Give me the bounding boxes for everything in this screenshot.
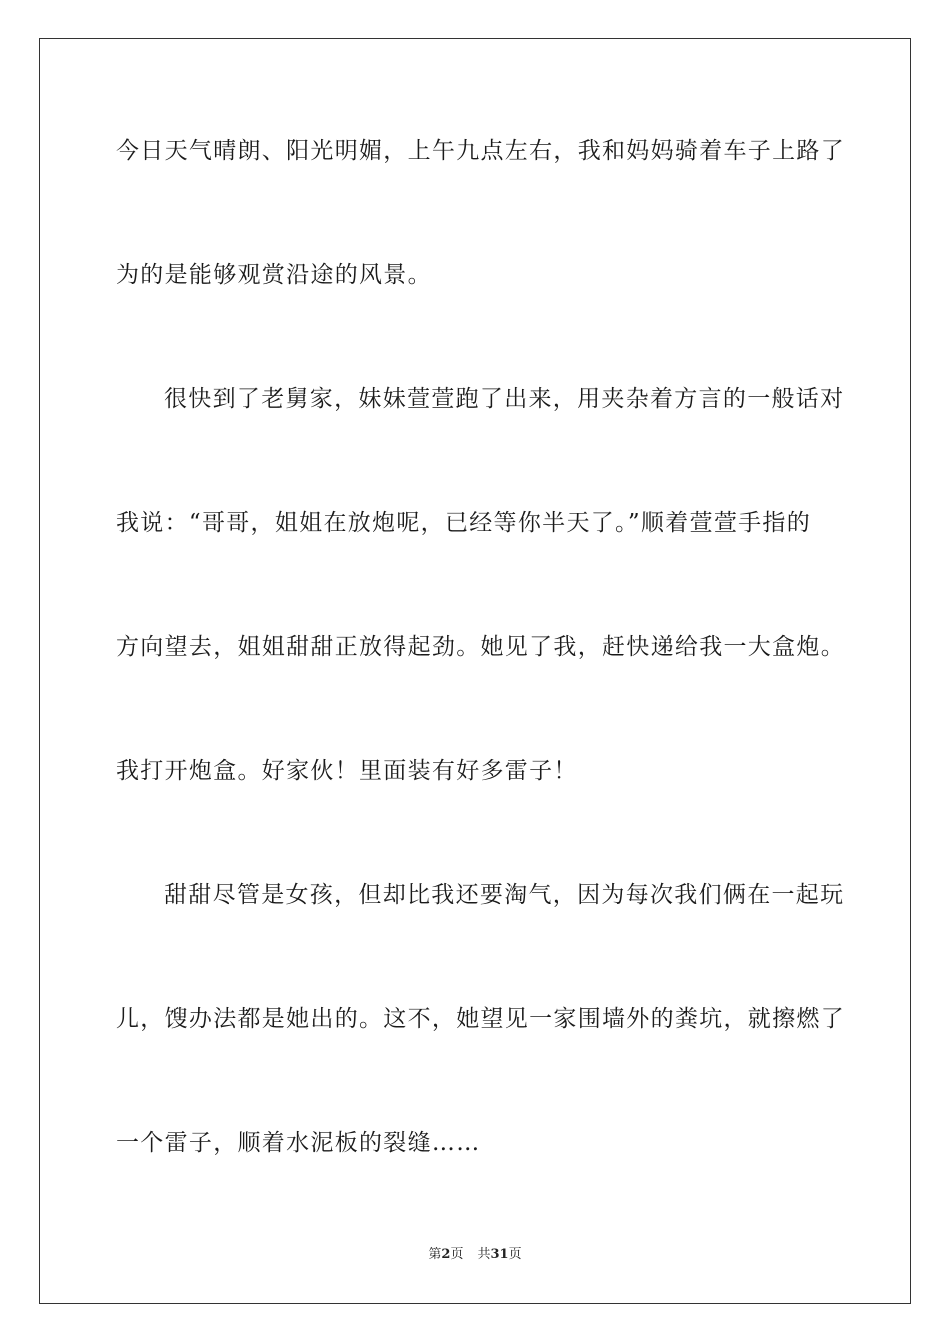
page-number: 2 [441, 1247, 451, 1262]
paragraph-line: 我打开炮盒。好家伙！里面装有好多雷子！ [116, 758, 578, 784]
paragraph-line: 方向望去，姐姐甜甜正放得起劲。她见了我，赶快递给我一大盒炮。 [116, 634, 845, 660]
paragraph-line: 甜甜尽管是女孩，但却比我还要淘气，因为每次我们俩在一起玩 [164, 882, 845, 908]
paragraph-line: 一个雷子，顺着水泥板的裂缝…… [116, 1130, 481, 1156]
paragraph-line: 我说：“哥哥，姐姐在放炮呢，已经等你半天了。”顺着萱萱手指的 [116, 510, 812, 536]
paragraph-line: 今日天气晴朗、阳光明媚，上午九点左右，我和妈妈骑着车子上路了 [116, 138, 845, 164]
page-border [39, 38, 911, 1304]
paragraph-line: 儿，馊办法都是她出的。这不，她望见一家围墙外的粪坑，就擦燃了 [116, 1006, 845, 1032]
total-label-suffix: 页 [508, 1247, 522, 1262]
total-label-prefix: 共 [477, 1247, 491, 1262]
paragraph-line: 很快到了老舅家，妹妹萱萱跑了出来，用夹杂着方言的一般话对 [164, 386, 845, 412]
page-footer [0, 1246, 950, 1264]
page-label-prefix: 第 [428, 1247, 442, 1262]
page-label-suffix: 页 [450, 1247, 464, 1262]
total-pages: 31 [490, 1247, 509, 1262]
paragraph-line: 为的是能够观赏沿途的风景。 [116, 262, 432, 288]
